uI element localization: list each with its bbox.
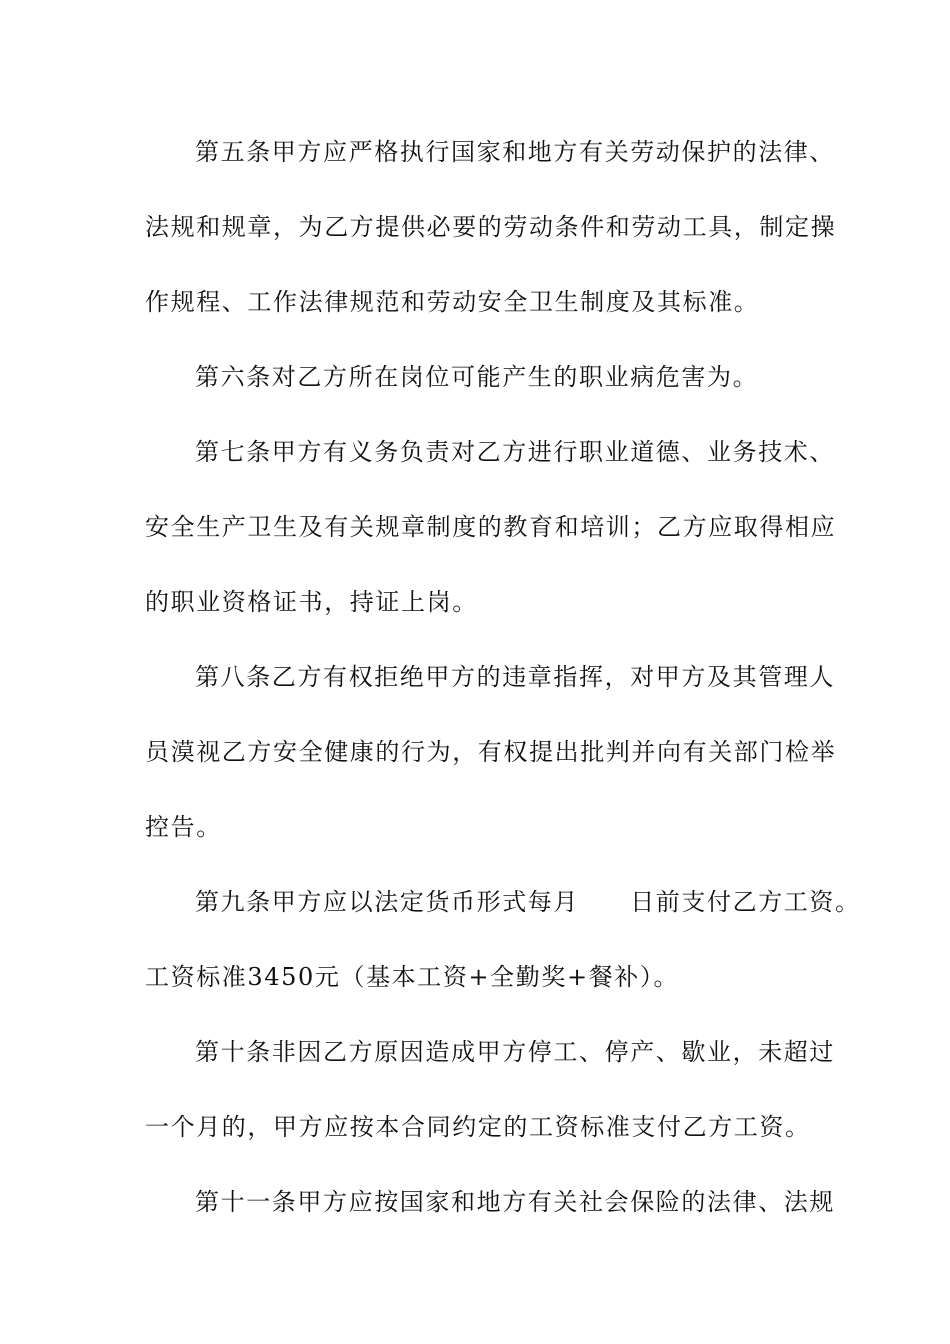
text-line: 第六条对乙方所在岗位可能产生的职业病危害为。 [195,363,759,391]
text-line: 第八条乙方有权拒绝甲方的违章指挥，对甲方及其管理人 [195,663,835,691]
text-line: 控告。 [145,813,222,841]
text-line: 一个月的，甲方应按本合同约定的工资标准支付乙方工资。 [145,1113,811,1141]
text-line: 第九条甲方应以法定货币形式每月 日前支付乙方工资。 [195,888,861,916]
text-line: 第五条甲方应严格执行国家和地方有关劳动保护的法律、 [195,138,835,166]
text-line: 第七条甲方有义务负责对乙方进行职业道德、业务技术、 [195,438,835,466]
text-line: 第十一条甲方应按国家和地方有关社会保险的法律、法规 [195,1188,835,1216]
text-line: 第十条非因乙方原因造成甲方停工、停产、歇业，未超过 [195,1038,835,1066]
text-line: 员漠视乙方安全健康的行为，有权提出批判并向有关部门检举 [145,738,837,766]
text-line: 作规程、工作法律规范和劳动安全卫生制度及其标准。 [145,288,760,316]
text-line: 工资标准3450元（基本工资+全勤奖+餐补）。 [145,963,680,991]
text-line: 的职业资格证书，持证上岗。 [145,588,478,616]
text-line: 法规和规章，为乙方提供必要的劳动条件和劳动工具，制定操 [145,213,837,241]
text-line: 安全生产卫生及有关规章制度的教育和培训；乙方应取得相应 [145,513,837,541]
